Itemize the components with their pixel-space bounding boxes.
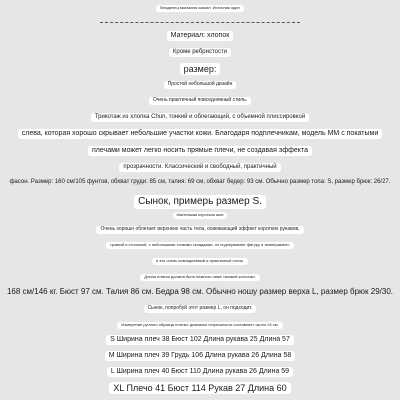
transparency-text: прозрачности. Классический и свободный, практичный [119,163,280,172]
length-text: Длина платья должна быть немного ниже тазовой косточки. [140,274,259,281]
size-xl-spec: XL Плечо 41 Бюст 114 Рукав 27 Длина 60 [109,382,290,394]
size-row-s [0,335,400,345]
size-row-xl [0,382,400,394]
son-l-text: Сынок, попробуй этот размер L, он подходит. [144,305,257,313]
fit-text: Очень хорошо облегает верхнюю часть тела, освежающий эффект коротких рукавов, [96,226,303,234]
style-text: Очень практичный повседневный стиль. [149,97,251,105]
son-l-row [0,305,400,313]
size-l-spec: L Ширина плеч 40 Бюст 110 Длина рукава 26 Длина 59 [107,367,293,377]
model2-row [0,287,400,296]
edges-row [0,48,400,57]
dashed-divider [100,22,300,23]
knit-text: Трикотаж из хлопка Chun, тонкий и облегающий, с объемной плиссировкой [91,113,309,122]
design-row [0,81,400,89]
size-label-row [0,63,400,75]
small-print-row [0,212,400,219]
model1-row [0,179,400,186]
size-s-spec: S Ширина плеч 38 Бюст 102 Длина рукава 25 Длина 57 [106,335,294,345]
cover-row [0,129,400,139]
design-text: Простой небольшой дизайн [164,81,237,89]
shop-note-row [0,5,400,12]
material-text: Материал: хлопок [167,31,234,41]
son-s-row [0,195,400,209]
practical-text: и это очень повседневный и практичный стиль. [152,258,248,265]
size-row-l [0,367,400,377]
shop-note: Владелец магазина сказал: Источник один [156,5,244,12]
model2-measurements: 168 см/146 кг. Бюст 97 см. Талия 86 см. Бедра 98 см. Обычно ношу размер верха L, размер брюк 29/30. [6,287,394,296]
size-label: размер: [180,63,221,75]
style-row [0,97,400,105]
knit-row [0,113,400,122]
straight-text: прямой и стильный, с небольшими тонкими складками, он подчеркивает фигуру и темперамент, [106,242,293,249]
size-row-m [0,351,400,361]
size-m-spec: M Ширина плеч 39 Грудь 106 Длина рукава 26 Длина 58 [105,351,296,361]
length-row [0,274,400,281]
edges-text: Кроме ребристости [169,48,231,57]
shoulders-text: плечами может легко носить прямые плечи, не создавая эффекта [88,146,312,156]
fit-row [0,226,400,234]
son-s-text: Сынок, примерь размер S. [134,195,266,209]
size-note-row [0,322,400,329]
size-note-text: Измерение ручного образца плитки: диапазон погрешности составляет около ±3 см. [117,322,282,329]
material-row [0,31,400,41]
model1-measurements: фасон. Размер: 160 см/105 фунтов, обхват груди: 85 см, талия: 69 см, обхват бедер: 93 см. Обычно размер топа: S, размер брюк: 26/27. [9,179,391,185]
practical-row [0,258,400,265]
straight-row [0,242,400,249]
transparency-row [0,163,400,172]
cover-text: слева, которая хорошо скрывает небольшие участки кожи. Благодаря подплечникам, модель ММ с покатыми [18,129,383,139]
shoulders-row [0,146,400,156]
small-print-text: Маленькая короткая шея [173,212,228,219]
